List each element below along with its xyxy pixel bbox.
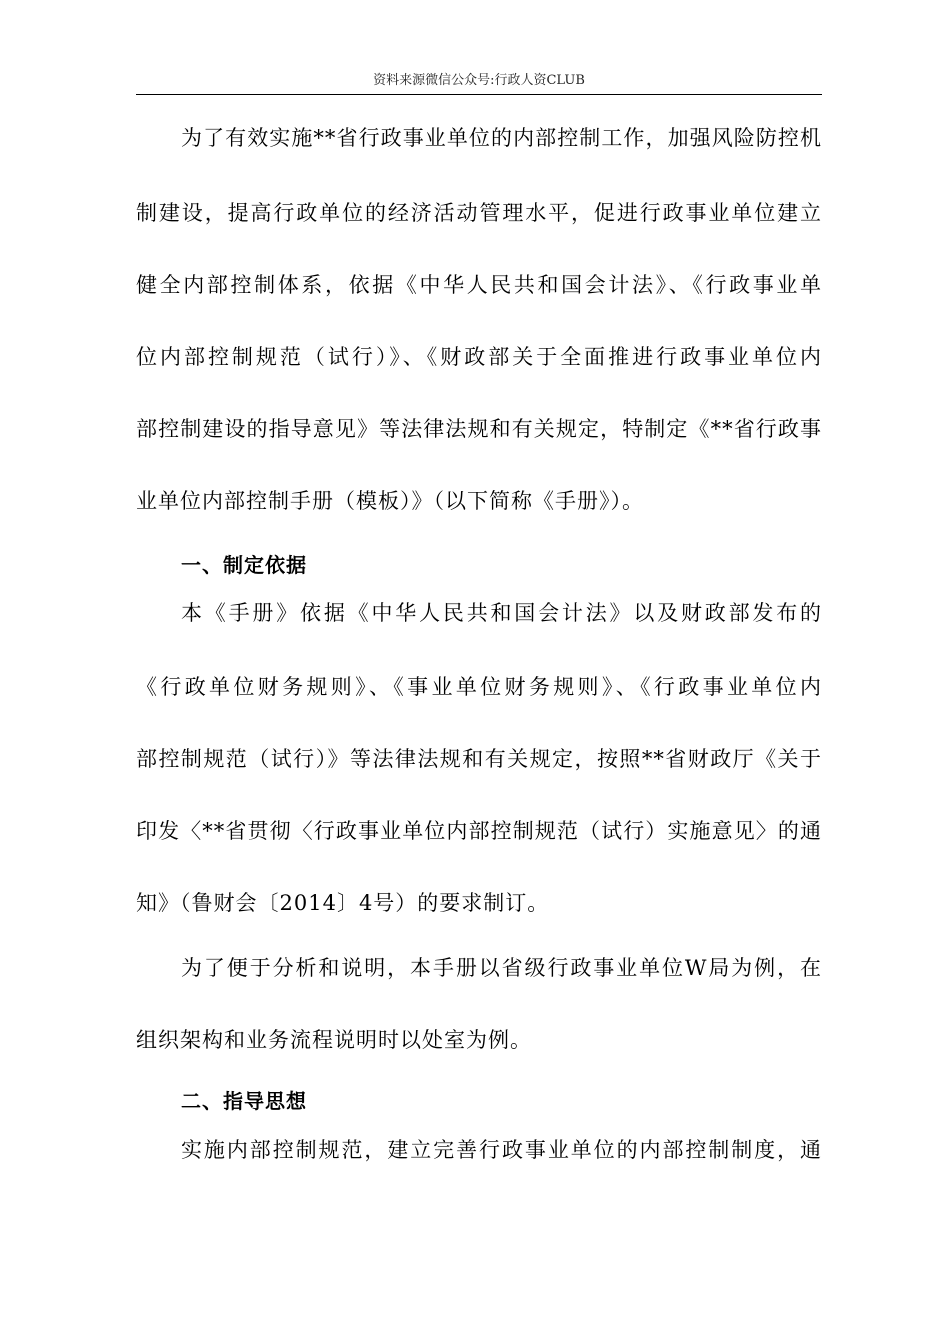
intro-line-2: 制建设，提高行政单位的经济活动管理水平，促进行政事业单位建立 — [136, 201, 822, 225]
example-line-2: 组织架构和业务流程说明时以处室为例。 — [136, 1028, 532, 1052]
intro-line-3: 健全内部控制体系，依据《中华人民共和国会计法》、《行政事业单 — [136, 273, 822, 297]
page-header: 资料来源微信公众号:行政人资CLUB — [136, 72, 822, 95]
intro-line-1: 为了有效实施**省行政事业单位的内部控制工作，加强风险防控机 — [181, 126, 822, 150]
basis-line-5: 知》（鲁财会〔2014〕4号）的要求制订。 — [136, 891, 550, 915]
section-heading-guiding-thought: 二、指导思想 — [181, 1089, 307, 1113]
intro-line-4: 位内部控制规范（试行）》、《财政部关于全面推进行政事业单位内 — [136, 345, 822, 369]
section-heading-basis: 一、制定依据 — [181, 553, 307, 577]
basis-line-2: 《行政单位财务规则》、《事业单位财务规则》、《行政事业单位内 — [136, 675, 822, 699]
example-line-1: 为了便于分析和说明，本手册以省级行政事业单位W局为例，在 — [181, 956, 822, 980]
guiding-line-1: 实施内部控制规范，建立完善行政事业单位的内部控制制度，通 — [181, 1138, 822, 1162]
basis-line-3: 部控制规范（试行）》等法律法规和有关规定，按照**省财政厅《关于 — [136, 747, 822, 771]
intro-line-5: 部控制建设的指导意见》等法律法规和有关规定，特制定《**省行政事 — [136, 417, 822, 441]
intro-line-6: 业单位内部控制手册（模板）》（以下简称《手册》）。 — [136, 489, 644, 513]
basis-line-4: 印发〈**省贯彻〈行政事业单位内部控制规范（试行）实施意见〉的通 — [136, 819, 822, 843]
basis-line-1: 本《手册》依据《中华人民共和国会计法》以及财政部发布的 — [181, 601, 822, 625]
